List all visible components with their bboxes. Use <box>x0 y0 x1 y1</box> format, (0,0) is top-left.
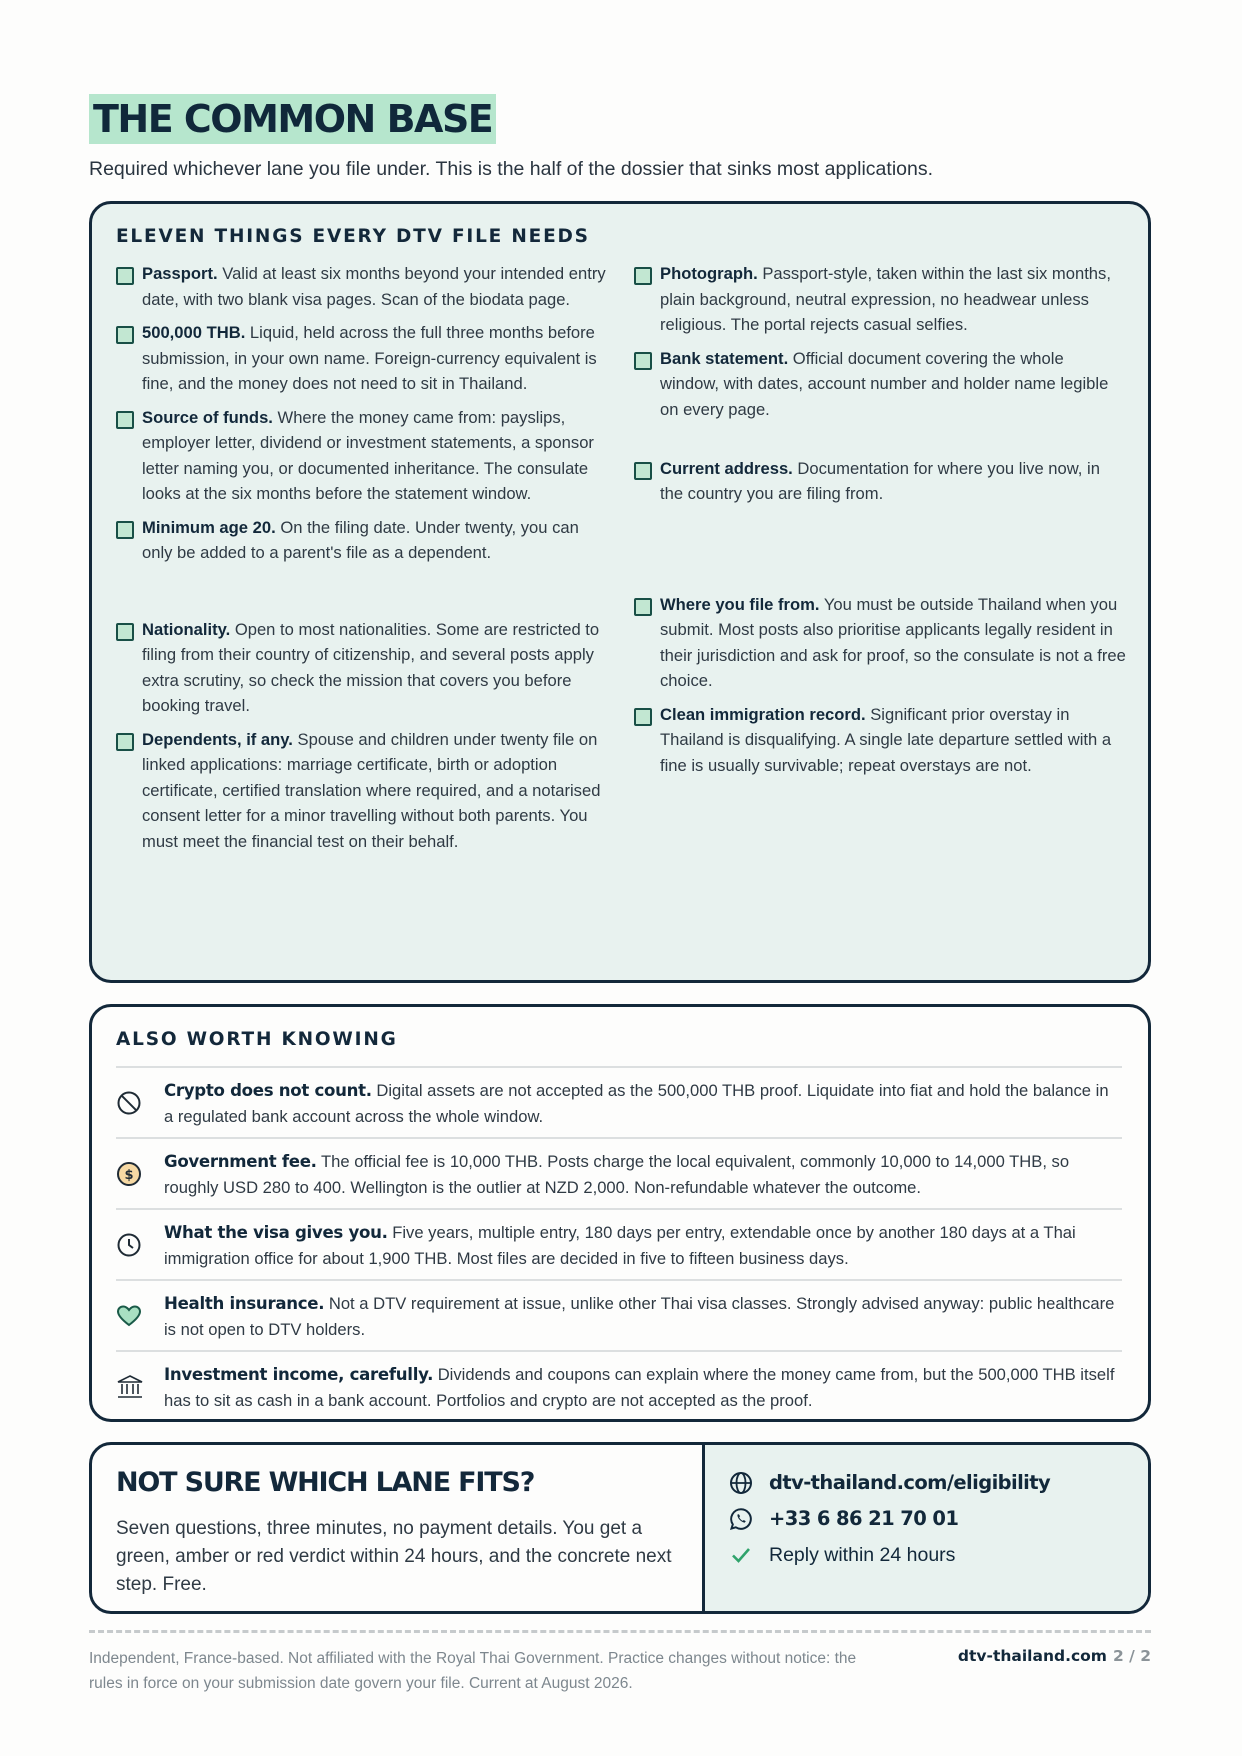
item-text: Where the money came from: payslips, employer letter, dividend or investment statements, a sponsor letter naming you, or documented inheritance. The consulate looks at the six months before the statement window. <box>142 407 594 503</box>
contact-reply <box>729 1537 1126 1573</box>
item-title: Source of funds. <box>142 407 273 427</box>
item-text: Open to most nationalities. Some are restricted to filing from their country of citizenship, and several posts apply extra scrutiny, so check the mission that covers you before booking travel. <box>142 619 600 715</box>
coin-icon <box>116 1149 150 1199</box>
phone-number[interactable]: +33 6 86 21 70 01 <box>769 1507 959 1530</box>
page-title: THE COMMON BASE <box>89 94 496 144</box>
page-number: 2 / 2 <box>1112 1647 1151 1665</box>
checkbox-icon[interactable] <box>634 267 652 285</box>
checkbox-icon[interactable] <box>634 462 652 480</box>
checkbox-icon[interactable] <box>116 733 134 751</box>
checklist-item <box>116 515 608 609</box>
item-text: Spouse and children under twenty file on linked applications: marriage certificate, birth or adoption certificate, certified translation where required, and a notarised consent letter for a minor travelling without both parents. You must meet the financial test on their behalf. <box>142 729 601 851</box>
also-item-title: What the visa gives you. <box>164 1223 388 1242</box>
item-title: Bank statement. <box>660 348 789 368</box>
svg-text:$: $ <box>124 1168 134 1183</box>
also-list <box>116 1066 1122 1421</box>
also-item-text: Five years, multiple entry, 180 days per entry, extendable once by another 180 days at a Thai immigration office for about 1,900 THB. Most files are decided in five to fifteen business days. <box>164 1223 1076 1268</box>
item-title: Photograph. <box>660 264 758 283</box>
cta-panel <box>89 1442 1151 1614</box>
also-item <box>116 1208 1122 1279</box>
eligibility-link[interactable]: dtv-thailand.com/eligibility <box>769 1471 1051 1494</box>
also-item <box>116 1279 1122 1350</box>
checklist-heading: ELEVEN THINGS EVERY DTV FILE NEEDS <box>116 226 590 247</box>
checkbox-icon[interactable] <box>634 352 652 370</box>
prohibited-icon <box>116 1078 150 1128</box>
contact-link[interactable] <box>729 1465 1126 1501</box>
checklist-column-left <box>116 261 608 862</box>
checklist-item <box>116 320 608 397</box>
cta-title: NOT SURE WHICH LANE FITS? <box>116 1467 535 1498</box>
checklist-item <box>634 592 1126 694</box>
footer-note: Independent, France-based. Not affiliated with the Royal Thai Government. Practice changes without notice: the rules in force on your submission date govern your file. Current at August 2026. <box>89 1650 857 1692</box>
item-title: Nationality. <box>142 619 231 639</box>
also-item <box>116 1066 1122 1137</box>
cta-main <box>92 1445 702 1611</box>
item-title: Clean immigration record. <box>660 704 866 724</box>
also-item-text: Dividends and coupons can explain where the money came from, but the 500,000 THB itself has to sit as cash in a bank account. Portfolios and crypto are not accepted as the proof. <box>164 1365 1115 1410</box>
item-text: On the filing date. Under twenty, you can only be added to a parent's file as a dependent. <box>142 517 579 562</box>
footer-divider <box>89 1630 1151 1633</box>
item-title: 500,000 THB. <box>142 323 246 342</box>
also-item <box>116 1137 1122 1208</box>
footer <box>89 1646 1151 1696</box>
also-heading: ALSO WORTH KNOWING <box>116 1029 398 1050</box>
checklist-item <box>116 405 608 507</box>
checklist-item <box>116 617 608 719</box>
footer-site-link[interactable]: dtv-thailand.com <box>957 1647 1107 1665</box>
item-text: Passport-style, taken within the last six months, plain background, neutral expression, no headwear unless religious. The portal rejects casual selfies. <box>660 264 1111 334</box>
also-item-title: Crypto does not count. <box>164 1081 372 1100</box>
checkbox-icon[interactable] <box>116 521 134 539</box>
footer-site <box>958 1646 1151 1696</box>
contact-phone[interactable] <box>729 1501 1126 1537</box>
checklist-column-right <box>634 261 1126 862</box>
checklist-item <box>634 346 1126 448</box>
whatsapp-icon <box>729 1506 755 1532</box>
clock-icon <box>116 1220 150 1270</box>
cta-text: Seven questions, three minutes, no payment details. You get a green, amber or red verdict within 24 hours, and the concrete next step. Free. <box>116 1518 672 1595</box>
item-text: Liquid, held across the full three months before submission, in your own name. Foreign-currency equivalent is fine, and the money does not need to sit in Thailand. <box>142 323 597 393</box>
also-item-text: The official fee is 10,000 THB. Posts charge the local equivalent, commonly 10,000 to 14,000 THB, so roughly USD 280 to 400. Wellington is the outlier at NZD 2,000. Non-refundable whatever the outcome. <box>164 1152 1070 1197</box>
checklist-grid <box>116 261 1126 862</box>
cta-contacts <box>702 1445 1148 1611</box>
item-title: Minimum age 20. <box>142 517 276 537</box>
item-title: Current address. <box>660 458 793 478</box>
checklist-item <box>634 456 1126 584</box>
checklist-panel <box>89 201 1151 983</box>
reply-text: Reply within 24 hours <box>769 1544 956 1566</box>
also-item-text: Not a DTV requirement at issue, unlike other Thai visa classes. Strongly advised anyway: public healthcare is not open to DTV holders. <box>164 1294 1115 1339</box>
item-text: Documentation for where you live now, in the country you are filing from. <box>660 458 1100 503</box>
checklist-item <box>634 261 1126 338</box>
also-worth-knowing-panel <box>89 1004 1151 1422</box>
checkbox-icon[interactable] <box>116 267 134 285</box>
item-text: You must be outside Thailand when you submit. Most posts also prioritise applicants legally resident in their jurisdiction and ask for proof, so the consulate is not a free choice. <box>660 594 1126 690</box>
bank-icon <box>116 1362 150 1412</box>
checkbox-icon[interactable] <box>116 623 134 641</box>
checkbox-icon[interactable] <box>634 598 652 616</box>
item-text: Valid at least six months beyond your intended entry date, with two blank visa pages. Scan of the biodata page. <box>142 264 606 309</box>
page-subtitle: Required whichever lane you file under. This is the half of the dossier that sinks most applications. <box>89 158 934 180</box>
checklist-item <box>634 702 1126 779</box>
also-item <box>116 1350 1122 1421</box>
heart-icon <box>116 1291 150 1341</box>
check-icon <box>729 1542 755 1568</box>
item-text: Official document covering the whole window, with dates, account number and holder name legible on every page. <box>660 348 1109 419</box>
checkbox-icon[interactable] <box>634 708 652 726</box>
item-title: Passport. <box>142 264 218 283</box>
page <box>89 94 1151 1692</box>
also-item-text: Digital assets are not accepted as the 500,000 THB proof. Liquidate into fiat and hold the balance in a regulated bank account across the whole window. <box>164 1081 1109 1126</box>
item-text: Significant prior overstay in Thailand is disqualifying. A single late departure settled with a fine is usually survivable; repeat overstays are not. <box>660 704 1112 775</box>
checkbox-icon[interactable] <box>116 411 134 429</box>
globe-icon <box>729 1470 755 1496</box>
item-title: Where you file from. <box>660 594 820 614</box>
also-item-title: Health insurance. <box>164 1294 325 1313</box>
checkbox-icon[interactable] <box>116 326 134 344</box>
also-item-title: Government fee. <box>164 1152 317 1171</box>
checklist-item <box>116 261 608 312</box>
also-item-title: Investment income, carefully. <box>164 1365 434 1384</box>
checklist-item <box>116 727 608 855</box>
item-title: Dependents, if any. <box>142 729 293 749</box>
